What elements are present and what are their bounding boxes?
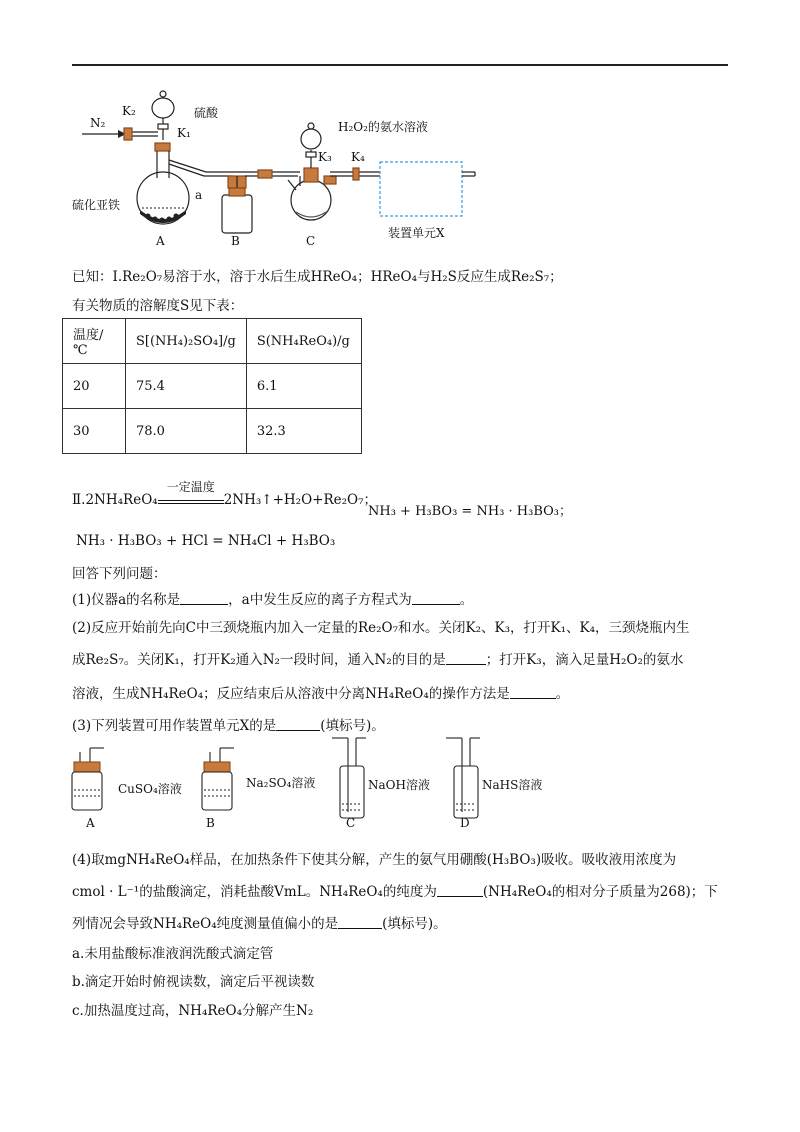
text: ；打开 <box>485 652 527 668</box>
formula: NH₃ + H₃BO₃ = NH₃ · H₃BO₃ <box>368 504 559 519</box>
table-header-row <box>63 319 362 364</box>
text: 样品，在加热条件下使其分解，产生的氨气用硼酸 <box>189 852 487 868</box>
text: ( <box>482 884 489 900</box>
table-cell: 78.0 <box>126 409 247 454</box>
text: 的相对分子质量为268)；下 <box>551 884 718 900</box>
text: ； <box>363 492 378 508</box>
label-k2: K₂ <box>122 104 136 118</box>
formula: K₂ <box>220 652 236 668</box>
reaction-3 <box>368 500 572 519</box>
text: ，滴入足量 <box>541 652 610 668</box>
text: (4)取mg <box>72 852 127 868</box>
label-k4: K₄ <box>351 150 365 164</box>
option-b-label: B <box>206 816 215 830</box>
text: 吸收。吸收液用浓度为 <box>541 852 677 868</box>
formula: Re₂S₇ <box>85 652 124 668</box>
formula: 2NH₃↑+H₂O+Re₂O₇ <box>223 492 364 508</box>
formula: HReO₄ <box>310 269 358 285</box>
formula: NH₄ReO₄ <box>178 1003 242 1019</box>
answer-blank[interactable] <box>446 652 486 665</box>
table-header-cell: 温度/℃ <box>63 319 126 364</box>
text: ，打开 <box>179 652 221 668</box>
text: 纯度测量值偏小的是 <box>216 916 339 932</box>
text: ； <box>558 504 572 519</box>
question-4-line-3 <box>72 912 447 932</box>
text: (3)下列装置可用作装置单元X的是 <box>72 718 277 734</box>
text: 列情况会导致 <box>72 916 153 932</box>
label-fes: 硫化亚铁 <box>72 198 121 212</box>
answer-blank[interactable] <box>338 916 382 929</box>
separatory-funnel-c <box>301 129 321 149</box>
reaction-2 <box>72 480 378 508</box>
q4-option-c <box>72 999 313 1019</box>
table-cell: 30 <box>63 409 126 454</box>
option-c-label: C <box>346 816 356 830</box>
text: 。 <box>555 686 570 702</box>
question-2-line-3 <box>72 682 569 702</box>
formula: NH₄ReO₄ <box>319 884 383 900</box>
formula: NH₄ReO₄ <box>365 686 429 702</box>
answer-blank[interactable] <box>276 718 320 731</box>
table-cell: 32.3 <box>246 409 361 454</box>
text: ，三颈烧瓶内生 <box>595 620 690 636</box>
solubility-table <box>62 318 362 454</box>
reaction-label: Ⅱ. <box>72 492 86 508</box>
label-acid: 硫酸 <box>194 106 219 120</box>
formula: HReO₄ <box>370 269 417 285</box>
label-unit-x: 装置单元X <box>388 226 445 240</box>
reaction-arrow <box>158 480 224 504</box>
text: 分解产生 <box>242 1003 296 1019</box>
text: (填标号)。 <box>320 718 385 734</box>
questions-intro: 回答下列问题： <box>72 566 167 582</box>
question-2-line-2 <box>72 648 683 668</box>
table-cell: 6.1 <box>246 364 361 409</box>
three-neck-flask-c <box>291 180 331 220</box>
formula: Re₂S₇ <box>510 269 550 285</box>
text: ； <box>549 269 563 285</box>
formula: 2NH₄ReO₄ <box>85 492 158 508</box>
formula: NH₄ReO₄ <box>153 916 217 932</box>
formula: NH₄ReO₄ <box>126 852 190 868</box>
unit-x-box <box>380 162 462 216</box>
formula: N₂ <box>374 652 392 668</box>
bottle-b <box>222 195 252 233</box>
formula: NH₄ReO₄ <box>139 686 204 702</box>
table-header-cell: S[(NH₄)₂SO₄]/g <box>126 319 247 364</box>
reaction-condition: 一定温度 <box>166 480 215 494</box>
q4-option-b: b.滴定开始时俯视读数，滴定后平视读数 <box>72 974 315 990</box>
table-cell: 75.4 <box>126 364 247 409</box>
text: 反应生成 <box>456 269 511 285</box>
formula: K₁、K₄ <box>550 620 595 636</box>
text: 与 <box>416 269 431 285</box>
text: 的盐酸滴定，消耗盐酸VmL。 <box>139 884 320 900</box>
answer-blank[interactable] <box>510 686 556 699</box>
q4-option-a: a.未用盐酸标准液润洗酸式滴定管 <box>72 946 274 962</box>
label-flask-a: A <box>156 234 165 248</box>
option-b-solution: Na₂SO₄溶液 <box>246 776 316 790</box>
text: ，打开 <box>510 620 551 636</box>
question-2-line-1 <box>72 616 690 636</box>
formula: Re₂O₇ <box>122 269 163 285</box>
k2-valve <box>124 128 132 140</box>
text: 易溶于水，溶于水后生成 <box>162 269 311 285</box>
text: 和水。关闭 <box>398 620 466 636</box>
text: (1)仪器a的名称是 <box>72 592 181 608</box>
label-a-arm: a <box>195 188 203 202</box>
table-row <box>63 409 362 454</box>
label-n2: N₂ <box>90 116 106 130</box>
option-c-solution: NaOH溶液 <box>368 778 430 792</box>
label-k1: K₁ <box>177 126 191 140</box>
text: 的纯度为 <box>382 884 437 900</box>
formula: N₂ <box>262 652 280 668</box>
formula: cmol · L⁻¹ <box>72 884 140 900</box>
question-4-line-1 <box>72 848 676 868</box>
text: 通入 <box>235 652 263 668</box>
question-3 <box>72 714 385 734</box>
option-d-solution: NaHS溶液 <box>482 778 543 792</box>
table-intro: 有关物质的溶解度S见下表： <box>72 298 244 314</box>
formula: H₂O₂ <box>609 652 643 668</box>
table-cell: 20 <box>63 364 126 409</box>
text: ，a中发生反应的离子方程式为 <box>228 592 412 608</box>
answer-blank[interactable] <box>437 884 483 897</box>
formula: H₂S <box>430 269 457 285</box>
option-d-label: D <box>460 816 470 830</box>
k4-valve <box>353 168 359 180</box>
option-a-bottle <box>72 772 102 810</box>
text: 成 <box>72 652 86 668</box>
answer-blank[interactable] <box>180 592 228 605</box>
option-a-solution: CuSO₄溶液 <box>118 782 182 796</box>
separatory-funnel-a <box>152 98 174 118</box>
table-row <box>63 364 362 409</box>
known-line-1 <box>72 265 563 285</box>
formula: NH₄ReO₄ <box>488 884 552 900</box>
text: 。 <box>459 592 474 608</box>
table-header-cell: S(NH₄ReO₄)/g <box>246 319 361 364</box>
option-a-label: A <box>86 816 95 830</box>
formula: Re₂O₇ <box>357 620 398 636</box>
text: 溶液，生成 <box>72 686 140 702</box>
question-4-line-2 <box>72 880 718 900</box>
label-h2o2: H₂O₂的氨水溶液 <box>338 120 428 134</box>
reaction-4: NH₃ · H₃BO₃ + HCl = NH₄Cl + H₃BO₃ <box>76 533 336 549</box>
text: ； <box>357 269 371 285</box>
formula: K₂、K₃ <box>465 620 510 636</box>
text: ；反应结束后从溶液中分离 <box>203 686 366 702</box>
text: c.加热温度过高， <box>72 1003 179 1019</box>
label-flask-c: C <box>306 234 316 248</box>
known-intro: 已知：Ⅰ. <box>72 269 123 285</box>
text: (填标号)。 <box>382 916 447 932</box>
formula: (H₃BO₃) <box>486 852 542 868</box>
formula: N₂ <box>296 1003 314 1019</box>
label-bottle-b: B <box>231 234 240 248</box>
text: 的操作方法是 <box>428 686 510 702</box>
formula: K₃ <box>526 652 542 668</box>
question-1 <box>72 588 473 608</box>
text: 一段时间，通入 <box>279 652 375 668</box>
option-b-bottle <box>202 772 232 810</box>
text: 的目的是 <box>391 652 446 668</box>
label-k3: K₃ <box>318 150 332 164</box>
answer-blank[interactable] <box>412 592 460 605</box>
text: 。关闭 <box>123 652 165 668</box>
text: (2)反应开始前先向C中三颈烧瓶内加入一定量的 <box>72 620 358 636</box>
formula: K₁ <box>164 652 180 668</box>
text: 的氨水 <box>642 652 684 668</box>
